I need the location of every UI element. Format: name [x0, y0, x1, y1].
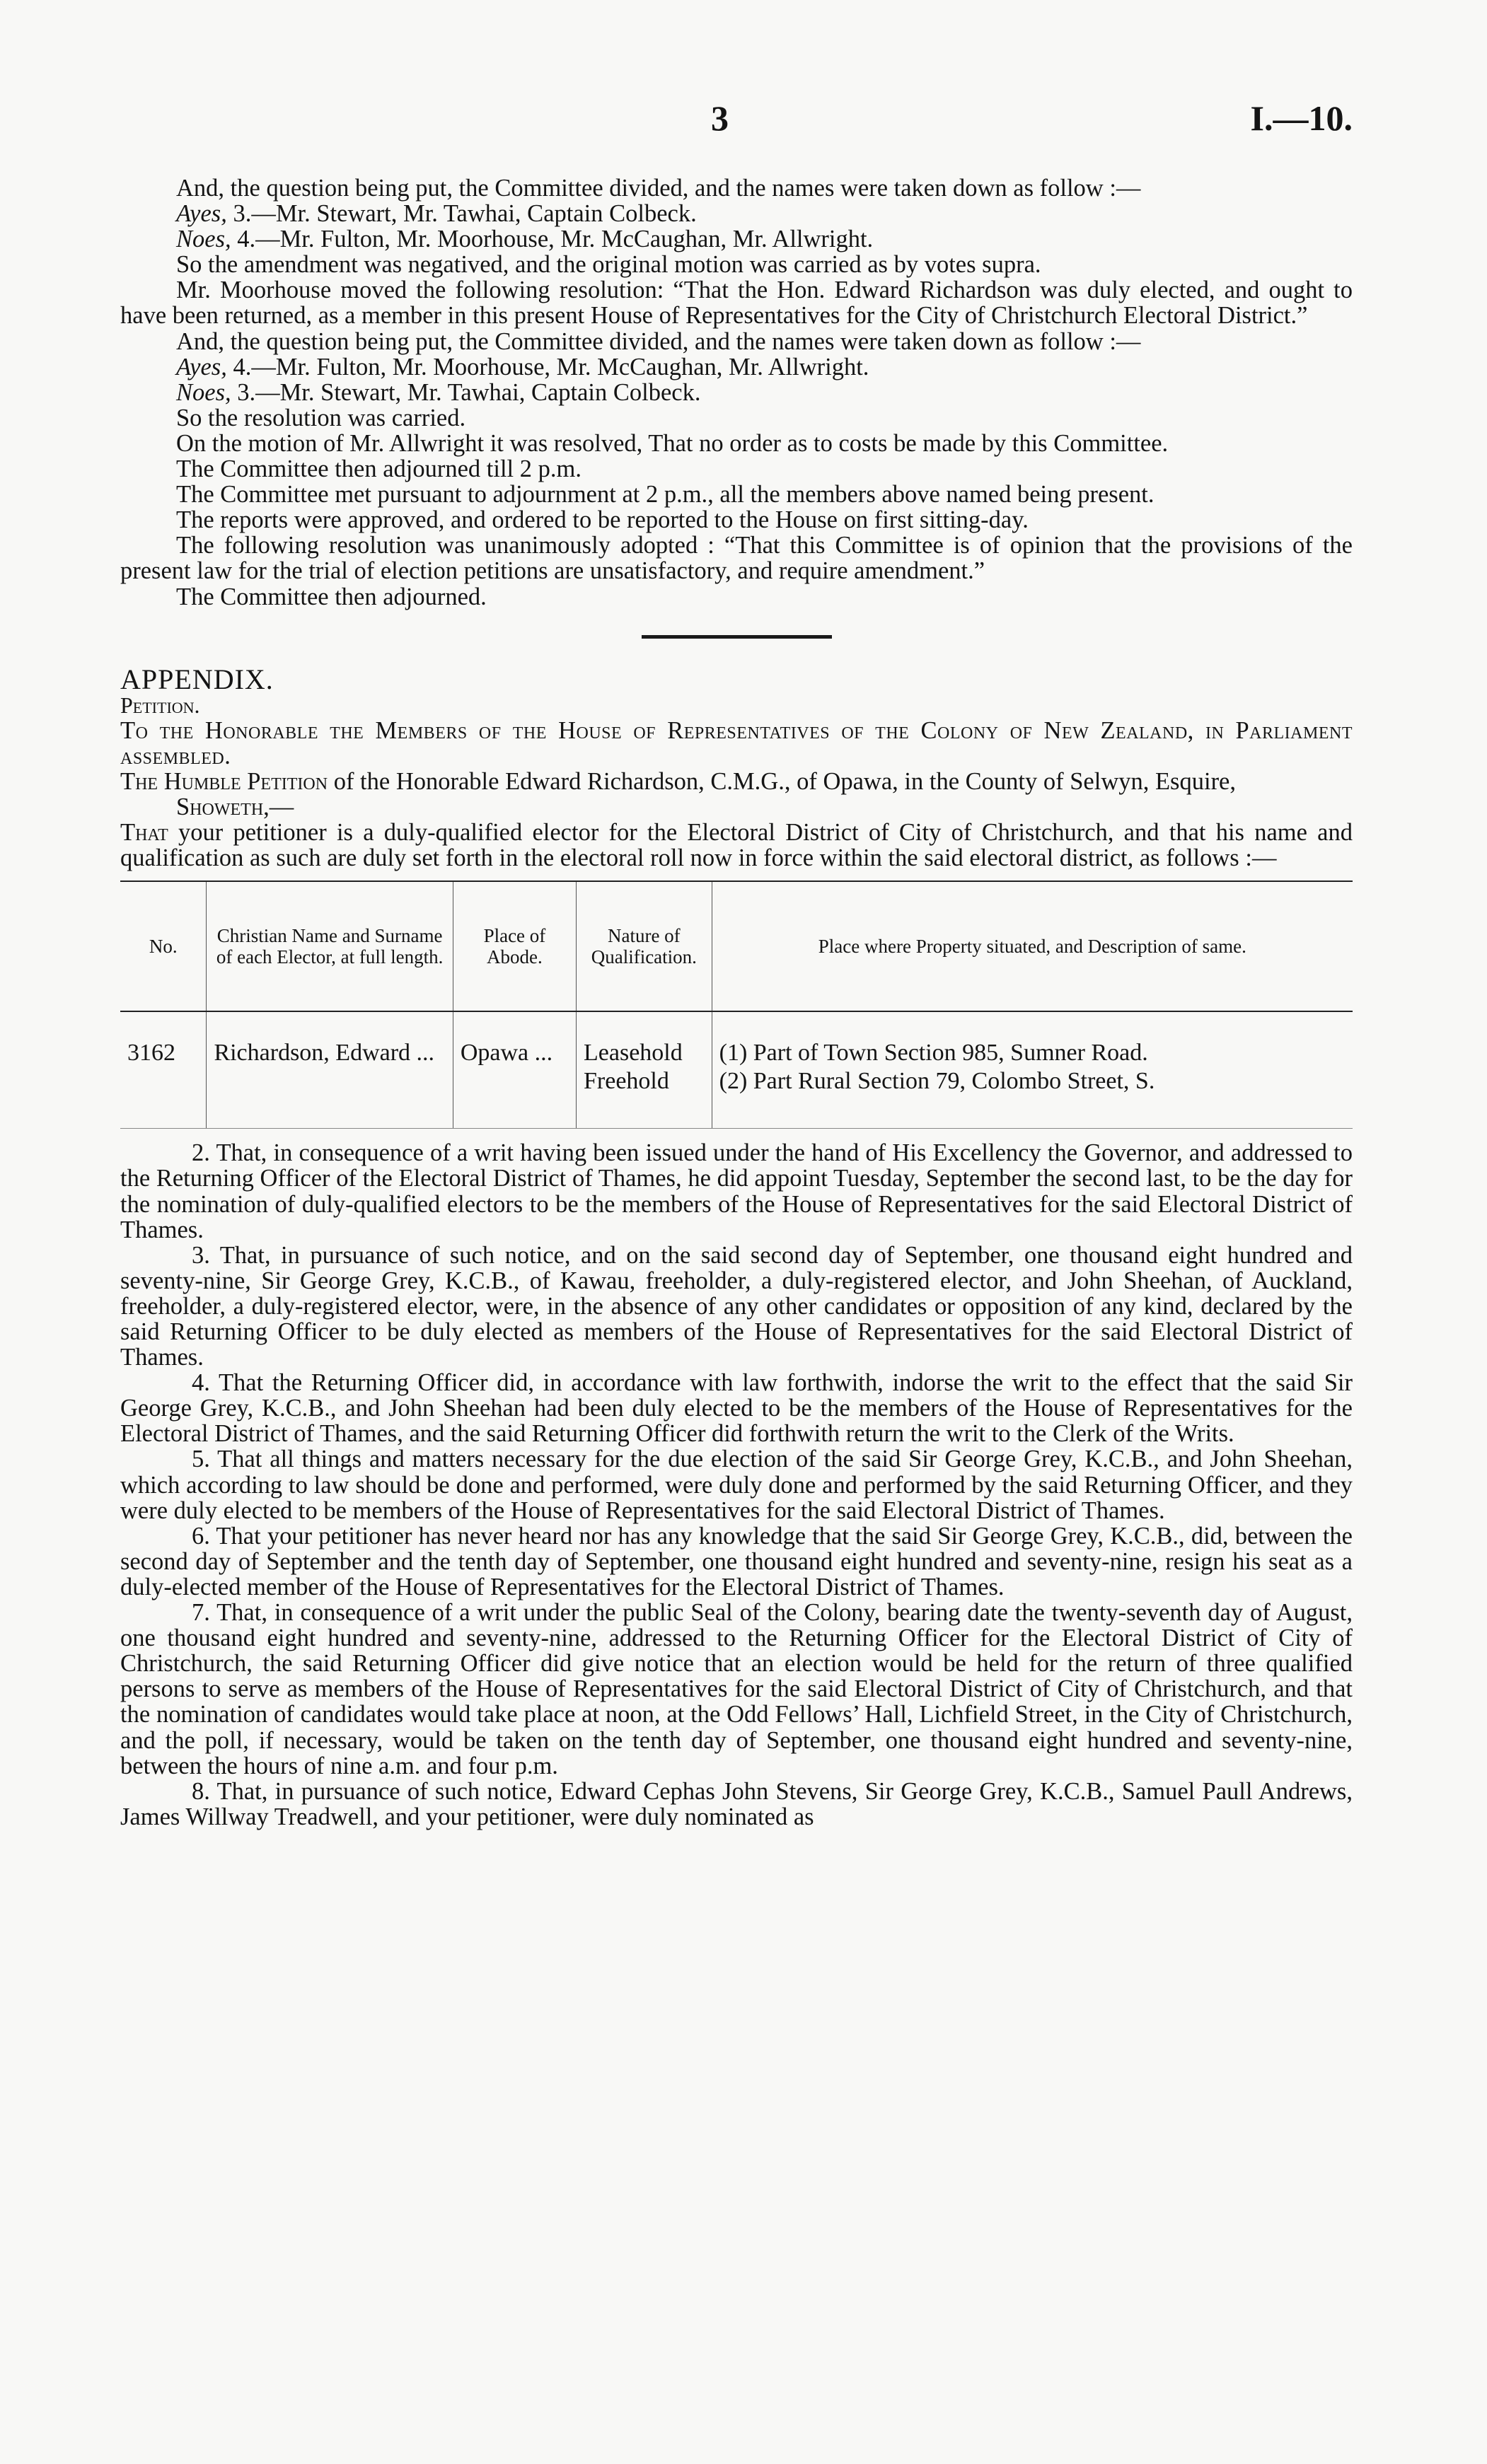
page-content: [120, 175, 1353, 1830]
appendix-title: APPENDIX.: [120, 663, 274, 695]
cell-property-description: (1) Part of Town Section 985, Sumner Road. (2) Part Rural Section 79, Colombo Street, S.: [712, 1011, 1353, 1129]
cell-roll-number: 3162: [120, 1011, 207, 1129]
table-row: [120, 1011, 1353, 1129]
electoral-roll-table: [120, 881, 1353, 1129]
column-header-description: Place where Property situated, and Description of same.: [712, 881, 1353, 1011]
page-number: 3: [711, 98, 729, 138]
petition-intro: That your petitioner is a duly-qualified elector for the Electoral District of City of Christchurch, and that his name and qualification as such are duly set forth in the electoral roll now in force within the said electoral district, as follows :—: [120, 819, 1353, 872]
minutes-paragraph: The Committee then adjourned.: [176, 583, 487, 610]
petition-paragraph: 8. That, in pursuance of such notice, Edward Cephas John Stevens, Sir George Grey, K.C.B., Samuel Paull Andrews, James Willway Treadwell, and your petitioner, were duly nominated as: [120, 1777, 1353, 1830]
minutes-paragraph: And, the question being put, the Committee divided, and the names were taken down as follow :—: [176, 327, 1141, 355]
petition-showeth: Showeth,—: [176, 794, 294, 821]
minutes-paragraph: On the motion of Mr. Allwright it was resolved, That no order as to costs be made by this Committee.: [176, 429, 1169, 457]
column-header-qualification: Nature of Qualification.: [577, 881, 712, 1011]
table-header-row: [120, 881, 1353, 1011]
paper-reference: I.—10.: [1250, 98, 1353, 138]
petition-paragraph: 7. That, in consequence of a writ under the public Seal of the Colony, bearing date the twenty-seventh day of August, one thousand eight hundred and seventy-nine, addressed to the Returning Officer for the Electoral District of City of Christchurch, the said Returning Officer did give notice that an election would be held for the return of three qualified persons to serve as members of the House of Representatives for the said Electoral District of City of Christchurch, and that the nomination of candidates would take place at noon, at the Odd Fellows’ Hall, Lichfield Street, in the City of Christchurch, and the poll, if necessary, would be taken on the tenth day of September, one thousand eight hundred and seventy-nine, between the hours of nine a.m. and four p.m.: [120, 1599, 1353, 1779]
committee-minutes: [120, 175, 1353, 610]
minutes-paragraph: And, the question being put, the Committee divided, and the names were taken down as follow :—: [176, 175, 1141, 202]
cell-elector-name: Richardson, Edward ...: [207, 1011, 453, 1129]
column-header-abode: Place of Abode.: [453, 881, 576, 1011]
minutes-vote-line: Ayes, 3.—Mr. Stewart, Mr. Tawhai, Captain Colbeck.: [176, 200, 697, 228]
minutes-paragraph: The following resolution was unanimously adopted : “That this Committee is of opinion that the provisions of the present law for the trial of election petitions are unsatisfactory, and require amendment.”: [120, 532, 1353, 585]
page-header: [0, 98, 1487, 140]
petition-paragraph: 3. That, in pursuance of such notice, and on the said second day of September, one thousand eight hundred and seventy-nine, Sir George Grey, K.C.B., of Kawau, freeholder, a duly-registered elector, and John Sheehan, of Auckland, freeholder, a duly-registered elector, were, in the absence of any other candidates or opposition of any kind, declared by the said Returning Officer to be duly elected as members of the House of Representatives for the said Electoral District of Thames.: [120, 1241, 1353, 1371]
minutes-paragraph: So the resolution was carried.: [176, 404, 466, 431]
column-header-no: No.: [120, 881, 207, 1011]
minutes-paragraph: The Committee met pursuant to adjournment at 2 p.m., all the members above named being present.: [176, 481, 1155, 509]
minutes-paragraph: Mr. Moorhouse moved the following resolution: “That the Hon. Edward Richardson was duly elected, and ought to have been returned, as a member in this present House of Representatives for the City of Christchurch Electoral District.”: [120, 277, 1353, 330]
petition-heading: Petition.: [120, 692, 200, 718]
minutes-paragraph: The reports were approved, and ordered to be reported to the House on first sitting-day.: [176, 506, 1029, 534]
minutes-paragraph: So the amendment was negatived, and the original motion was carried as by votes supra.: [176, 251, 1041, 279]
minutes-vote-line: Noes, 3.—Mr. Stewart, Mr. Tawhai, Captain Colbeck.: [176, 378, 701, 406]
cell-qualification: Leasehold Freehold: [577, 1011, 712, 1129]
petition-humble-line: The Humble Petition of the Honorable Edward Richardson, C.M.G., of Opawa, in the County of Selwyn, Esquire,: [120, 767, 1236, 795]
petition-paragraph: 4. That the Returning Officer did, in accordance with law forthwith, indorse the writ to the effect that the said Sir George Grey, K.C.B., and John Sheehan had been duly elected to be the members of the House of Representatives for the Electoral District of Thames, and the said Returning Officer did forthwith return the writ to the Clerk of the Writs.: [120, 1369, 1353, 1448]
petition-paragraph: 6. That your petitioner has never heard nor has any knowledge that the said Sir George Grey, K.C.B., did, between the second day of September and the tenth day of September, one thousand eight hundred and seventy-nine, resign his seat as a duly-elected member of the House of Representatives for the Electoral District of Thames.: [120, 1522, 1353, 1600]
section-divider: [642, 635, 832, 639]
petition-paragraph: 5. That all things and matters necessary for the due election of the said Sir George Grey, K.C.B., and John Sheehan, which according to law should be done and performed, were duly done and performed by the said Returning Officer, and they were duly elected to be members of the House of Representatives for the said Electoral District of Thames.: [120, 1446, 1353, 1524]
minutes-vote-line: Ayes, 4.—Mr. Fulton, Mr. Moorhouse, Mr. McCaughan, Mr. Allwright.: [176, 353, 869, 380]
minutes-paragraph: The Committee then adjourned till 2 p.m.: [176, 455, 582, 483]
petition-body: [120, 1140, 1353, 1830]
petition-paragraph: 2. That, in consequence of a writ having been issued under the hand of His Excellency the Governor, and addressed to the Returning Officer of the Electoral District of Thames, he did appoint Tuesday, September the second last, to be the day for the nomination of duly-qualified electors to be the members of the House of Representatives for the said Electoral District of Thames.: [120, 1139, 1353, 1243]
minutes-vote-line: Noes, 4.—Mr. Fulton, Mr. Moorhouse, Mr. McCaughan, Mr. Allwright.: [176, 226, 874, 253]
cell-abode: Opawa ...: [453, 1011, 576, 1129]
column-header-name: Christian Name and Surname of each Elector, at full length.: [207, 881, 453, 1011]
petition-address: To the Honorable the Members of the House of Representatives of the Colony of New Zealand, in Parliament assembled.: [120, 716, 1353, 769]
